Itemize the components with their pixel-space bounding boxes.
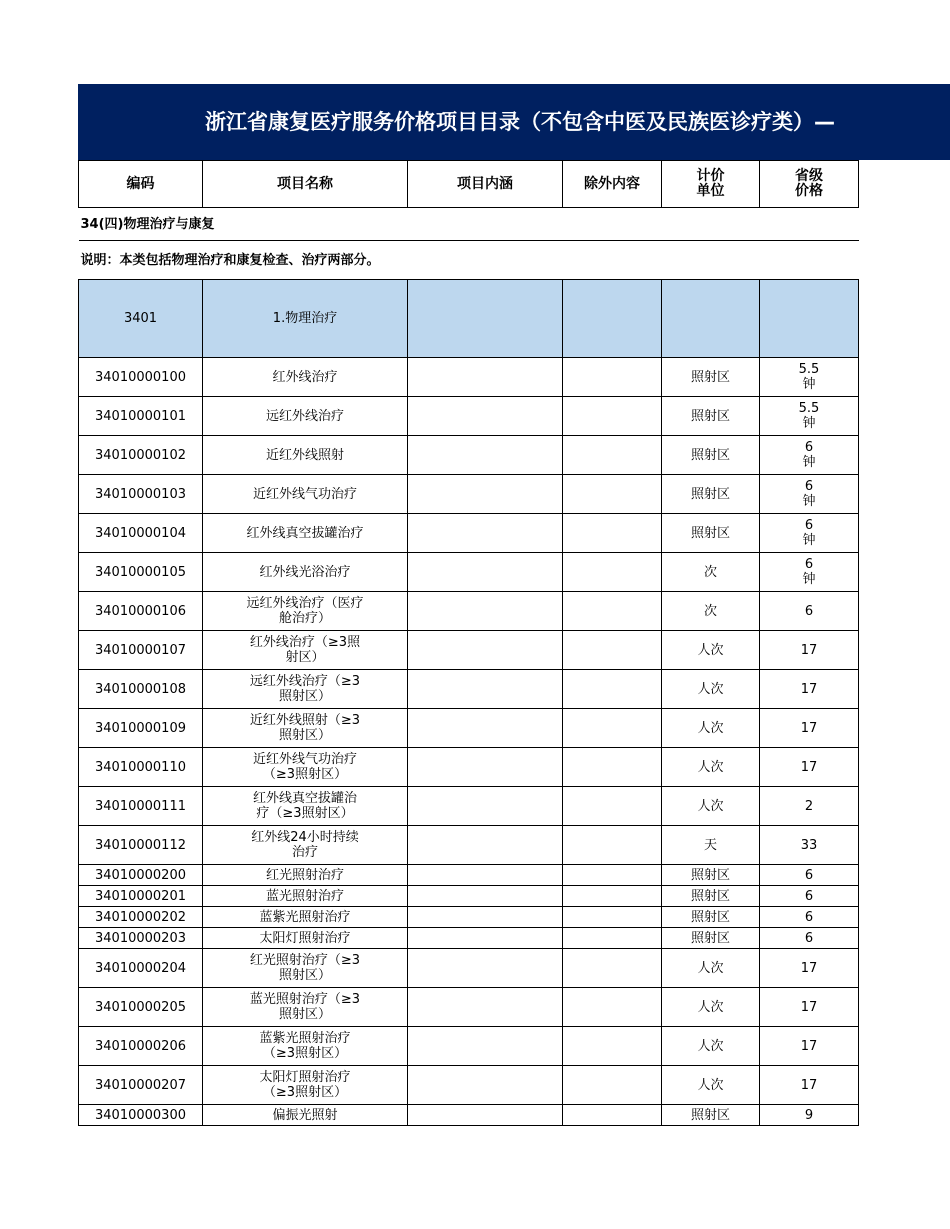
table-row xyxy=(79,553,859,592)
cell-price: 6 xyxy=(760,928,859,949)
cell-name: 红外线治疗（≥3照 射区） xyxy=(203,631,408,670)
cell-price: 17 xyxy=(760,949,859,988)
cell-exclusion xyxy=(563,514,662,553)
cell-price: 17 xyxy=(760,1066,859,1105)
cell-code: 34010000112 xyxy=(79,826,203,865)
table-row xyxy=(79,1027,859,1066)
cell-content xyxy=(408,826,563,865)
cell-unit: 人次 xyxy=(662,787,760,826)
cell-exclusion xyxy=(563,631,662,670)
cell-name: 红外线治疗 xyxy=(203,358,408,397)
cell-unit: 照射区 xyxy=(662,907,760,928)
cell-unit: 照射区 xyxy=(662,397,760,436)
cell-code: 34010000200 xyxy=(79,865,203,886)
cell-code: 34010000203 xyxy=(79,928,203,949)
cell-price: 2 xyxy=(760,787,859,826)
cell-exclusion xyxy=(563,949,662,988)
cell-content xyxy=(408,1066,563,1105)
table-row xyxy=(79,949,859,988)
cell-content xyxy=(408,907,563,928)
cell-name: 红外线光浴治疗 xyxy=(203,553,408,592)
category-unit xyxy=(662,280,760,358)
cell-content xyxy=(408,787,563,826)
cell-name: 蓝紫光照射治疗 （≥3照射区） xyxy=(203,1027,408,1066)
cell-code: 34010000105 xyxy=(79,553,203,592)
cell-price: 17 xyxy=(760,670,859,709)
cell-code: 34010000206 xyxy=(79,1027,203,1066)
cell-exclusion xyxy=(563,907,662,928)
category-row xyxy=(79,280,859,358)
note-row xyxy=(79,241,859,280)
cell-unit: 天 xyxy=(662,826,760,865)
cell-price: 6 xyxy=(760,592,859,631)
cell-content xyxy=(408,397,563,436)
cell-content xyxy=(408,475,563,514)
cell-unit: 照射区 xyxy=(662,928,760,949)
cell-code: 34010000101 xyxy=(79,397,203,436)
table-row xyxy=(79,631,859,670)
cell-exclusion xyxy=(563,886,662,907)
cell-name: 红光照射治疗 xyxy=(203,865,408,886)
header-exclusion: 除外内容 xyxy=(563,161,662,208)
header-code: 编码 xyxy=(79,161,203,208)
cell-exclusion xyxy=(563,670,662,709)
table-row xyxy=(79,826,859,865)
cell-exclusion xyxy=(563,709,662,748)
header-unit: 计价 单位 xyxy=(662,161,760,208)
cell-name: 远红外线治疗（医疗 舱治疗） xyxy=(203,592,408,631)
cell-unit: 照射区 xyxy=(662,475,760,514)
table-row xyxy=(79,928,859,949)
cell-name: 近红外线气功治疗 xyxy=(203,475,408,514)
category-content xyxy=(408,280,563,358)
table-row xyxy=(79,886,859,907)
category-code: 3401 xyxy=(79,280,203,358)
cell-price: 6 钟 xyxy=(760,514,859,553)
cell-code: 34010000204 xyxy=(79,949,203,988)
cell-exclusion xyxy=(563,358,662,397)
cell-exclusion xyxy=(563,826,662,865)
table-row xyxy=(79,988,859,1027)
cell-code: 34010000207 xyxy=(79,1066,203,1105)
cell-unit: 人次 xyxy=(662,748,760,787)
cell-price: 17 xyxy=(760,988,859,1027)
cell-content xyxy=(408,553,563,592)
cell-content xyxy=(408,1105,563,1126)
cell-price: 6 xyxy=(760,886,859,907)
cell-code: 34010000109 xyxy=(79,709,203,748)
cell-unit: 人次 xyxy=(662,1027,760,1066)
cell-exclusion xyxy=(563,475,662,514)
table-row xyxy=(79,1105,859,1126)
cell-price: 6 钟 xyxy=(760,475,859,514)
cell-content xyxy=(408,886,563,907)
cell-unit: 照射区 xyxy=(662,1105,760,1126)
cell-unit: 人次 xyxy=(662,949,760,988)
category-price xyxy=(760,280,859,358)
table-row xyxy=(79,865,859,886)
cell-name: 红外线真空拔罐治疗 xyxy=(203,514,408,553)
cell-content xyxy=(408,709,563,748)
cell-unit: 人次 xyxy=(662,670,760,709)
header-content: 项目内涵 xyxy=(408,161,563,208)
cell-name: 远红外线治疗 xyxy=(203,397,408,436)
cell-unit: 次 xyxy=(662,553,760,592)
category-exclusion xyxy=(563,280,662,358)
cell-unit: 人次 xyxy=(662,631,760,670)
header-name: 项目名称 xyxy=(203,161,408,208)
cell-unit: 人次 xyxy=(662,709,760,748)
cell-name: 蓝紫光照射治疗 xyxy=(203,907,408,928)
cell-name: 蓝光照射治疗 xyxy=(203,886,408,907)
section-title: 34(四)物理治疗与康复 xyxy=(79,208,859,241)
cell-price: 6 钟 xyxy=(760,436,859,475)
table-row xyxy=(79,592,859,631)
header-price: 省级 价格 xyxy=(760,161,859,208)
section-row xyxy=(79,208,859,241)
cell-unit: 照射区 xyxy=(662,514,760,553)
page-title: 浙江省康复医疗服务价格项目目录（不包含中医及民族医诊疗类）— xyxy=(205,110,835,134)
cell-name: 近红外线照射 xyxy=(203,436,408,475)
cell-price: 9 xyxy=(760,1105,859,1126)
cell-unit: 人次 xyxy=(662,1066,760,1105)
cell-content xyxy=(408,1027,563,1066)
table-row xyxy=(79,358,859,397)
table-row xyxy=(79,907,859,928)
cell-code: 34010000106 xyxy=(79,592,203,631)
cell-code: 34010000108 xyxy=(79,670,203,709)
cell-code: 34010000104 xyxy=(79,514,203,553)
cell-price: 17 xyxy=(760,631,859,670)
category-name: 1.物理治疗 xyxy=(203,280,408,358)
cell-exclusion xyxy=(563,1066,662,1105)
cell-content xyxy=(408,358,563,397)
table-row xyxy=(79,709,859,748)
table-row xyxy=(79,514,859,553)
cell-name: 蓝光照射治疗（≥3 照射区） xyxy=(203,988,408,1027)
cell-code: 34010000110 xyxy=(79,748,203,787)
cell-content xyxy=(408,592,563,631)
table-row xyxy=(79,748,859,787)
cell-exclusion xyxy=(563,592,662,631)
cell-exclusion xyxy=(563,865,662,886)
cell-content xyxy=(408,631,563,670)
cell-unit: 人次 xyxy=(662,988,760,1027)
cell-content xyxy=(408,748,563,787)
cell-code: 34010000111 xyxy=(79,787,203,826)
cell-name: 太阳灯照射治疗 （≥3照射区） xyxy=(203,1066,408,1105)
cell-name: 红光照射治疗（≥3 照射区） xyxy=(203,949,408,988)
cell-name: 红外线24小时持续 治疗 xyxy=(203,826,408,865)
table-row xyxy=(79,1066,859,1105)
cell-exclusion xyxy=(563,787,662,826)
table-row xyxy=(79,475,859,514)
cell-price: 33 xyxy=(760,826,859,865)
cell-unit: 照射区 xyxy=(662,865,760,886)
cell-code: 34010000102 xyxy=(79,436,203,475)
cell-exclusion xyxy=(563,988,662,1027)
cell-price: 5.5 钟 xyxy=(760,358,859,397)
cell-content xyxy=(408,514,563,553)
cell-content xyxy=(408,988,563,1027)
cell-code: 34010000205 xyxy=(79,988,203,1027)
cell-code: 34010000201 xyxy=(79,886,203,907)
cell-price: 5.5 钟 xyxy=(760,397,859,436)
cell-exclusion xyxy=(563,1105,662,1126)
table-row xyxy=(79,436,859,475)
cell-code: 34010000300 xyxy=(79,1105,203,1126)
cell-unit: 次 xyxy=(662,592,760,631)
cell-price: 17 xyxy=(760,709,859,748)
cell-exclusion xyxy=(563,928,662,949)
cell-price: 17 xyxy=(760,748,859,787)
cell-price: 6 钟 xyxy=(760,553,859,592)
cell-code: 34010000202 xyxy=(79,907,203,928)
cell-content xyxy=(408,670,563,709)
table-row xyxy=(79,397,859,436)
cell-exclusion xyxy=(563,436,662,475)
cell-code: 34010000100 xyxy=(79,358,203,397)
cell-content xyxy=(408,928,563,949)
cell-name: 远红外线治疗（≥3 照射区） xyxy=(203,670,408,709)
cell-name: 红外线真空拔罐治 疗（≥3照射区） xyxy=(203,787,408,826)
cell-code: 34010000107 xyxy=(79,631,203,670)
cell-exclusion xyxy=(563,1027,662,1066)
cell-content xyxy=(408,949,563,988)
cell-price: 17 xyxy=(760,1027,859,1066)
title-bar xyxy=(78,84,950,160)
cell-content xyxy=(408,436,563,475)
cell-exclusion xyxy=(563,748,662,787)
cell-price: 6 xyxy=(760,865,859,886)
cell-name: 太阳灯照射治疗 xyxy=(203,928,408,949)
table-row xyxy=(79,670,859,709)
cell-name: 近红外线气功治疗 （≥3照射区） xyxy=(203,748,408,787)
cell-code: 34010000103 xyxy=(79,475,203,514)
cell-name: 偏振光照射 xyxy=(203,1105,408,1126)
cell-exclusion xyxy=(563,553,662,592)
cell-unit: 照射区 xyxy=(662,436,760,475)
cell-unit: 照射区 xyxy=(662,358,760,397)
table-row xyxy=(79,787,859,826)
cell-price: 6 xyxy=(760,907,859,928)
cell-name: 近红外线照射（≥3 照射区） xyxy=(203,709,408,748)
cell-exclusion xyxy=(563,397,662,436)
cell-unit: 照射区 xyxy=(662,886,760,907)
header-row xyxy=(79,161,859,208)
cell-content xyxy=(408,865,563,886)
price-table xyxy=(78,160,859,1126)
section-note: 说明：本类包括物理治疗和康复检查、治疗两部分。 xyxy=(79,241,859,280)
